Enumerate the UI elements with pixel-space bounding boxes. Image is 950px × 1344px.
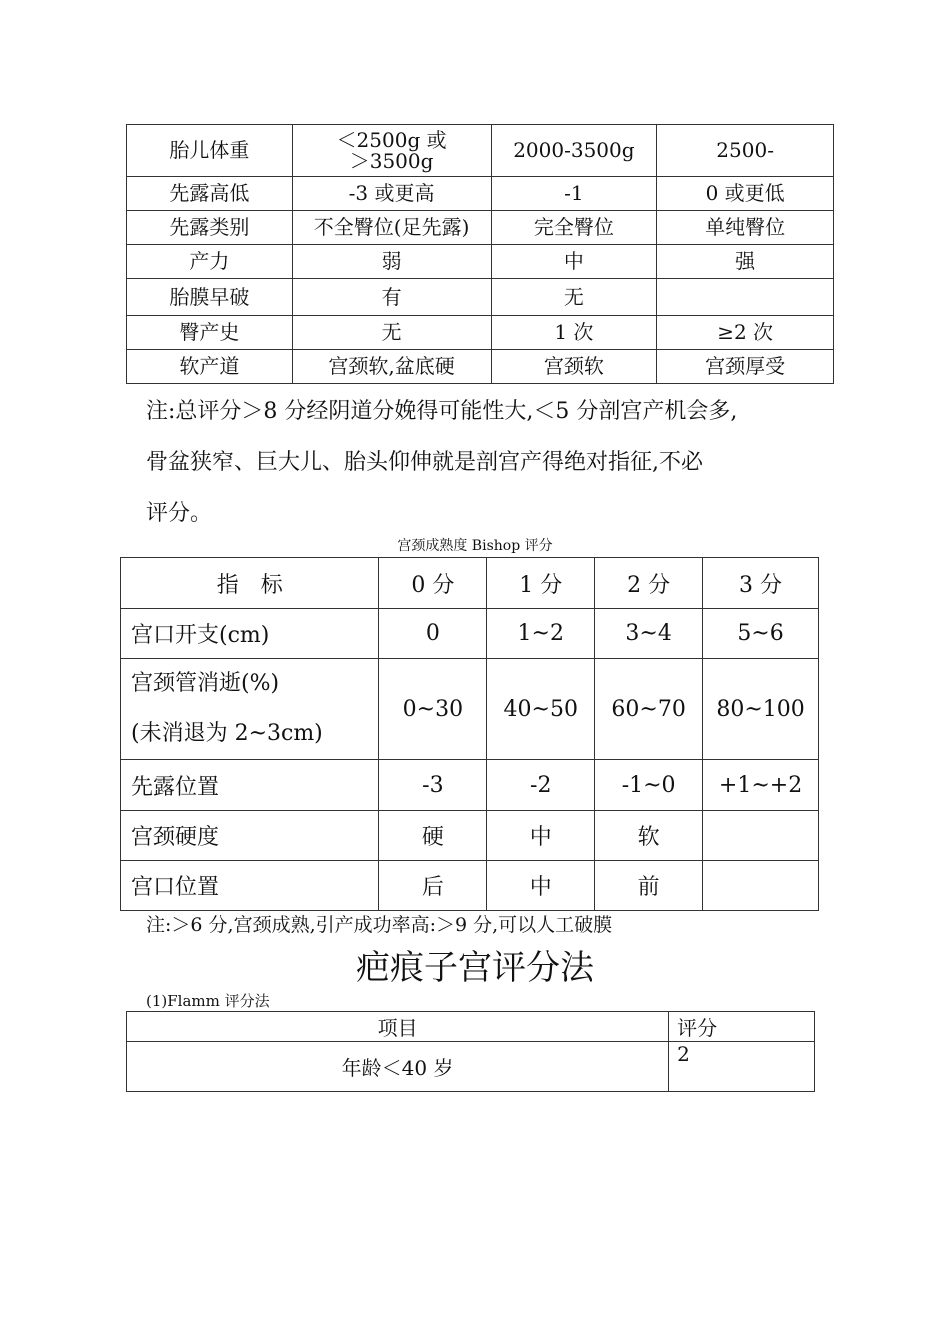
breech-score-table — [126, 124, 834, 384]
column-header: 指 标 — [121, 558, 379, 609]
column-header: 3 分 — [703, 558, 819, 609]
row-label: 宫口开支(cm) — [121, 609, 379, 659]
row-label: 宫口位置 — [121, 861, 379, 911]
table-cell: -1 — [491, 177, 657, 211]
table-cell: 中 — [487, 811, 595, 861]
table-cell: 无 — [292, 316, 491, 350]
table-cell: 2500- — [657, 125, 834, 177]
table-cell: -2 — [487, 760, 595, 811]
row-label-subline: (未消退为 2~3cm) — [131, 721, 323, 746]
table-cell: 强 — [657, 245, 834, 279]
row-label-line: 宫颈管消逝(%) — [131, 671, 280, 696]
table-cell: ＜2500g 或＞3500g — [292, 125, 491, 177]
table-row — [121, 811, 819, 861]
bishop-score-table — [120, 557, 819, 911]
table-cell: 80~100 — [703, 659, 819, 760]
table-cell: 2 — [669, 1042, 815, 1092]
row-label: 宫颈硬度 — [121, 811, 379, 861]
bishop-note: 注:＞6 分,宫颈成熟,引产成功率高:＞9 分,可以人工破膜 — [146, 914, 613, 936]
breech-score-note — [146, 386, 836, 539]
table-row — [127, 211, 834, 245]
column-header: 项目 — [127, 1012, 669, 1042]
table-cell: 3~4 — [595, 609, 703, 659]
table-row — [121, 861, 819, 911]
table-row — [127, 177, 834, 211]
table-cell: 单纯臀位 — [657, 211, 834, 245]
table-cell: 软产道 — [127, 350, 293, 384]
table-cell: 0 — [379, 609, 487, 659]
table-cell: 后 — [379, 861, 487, 911]
table-cell: 1 次 — [491, 316, 657, 350]
table-cell: 硬 — [379, 811, 487, 861]
note-line: 注:总评分＞8 分经阴道分娩得可能性大,＜5 分剖宫产机会多, — [146, 399, 738, 424]
table-cell: -1~0 — [595, 760, 703, 811]
table-cell: 中 — [491, 245, 657, 279]
table-cell: ≥2 次 — [657, 316, 834, 350]
table-cell: 有 — [292, 279, 491, 316]
table-cell: 0 或更低 — [657, 177, 834, 211]
table-cell: 不全臀位(足先露) — [292, 211, 491, 245]
note-line: 骨盆狭窄、巨大儿、胎头仰伸就是剖宫产得绝对指征,不必 — [146, 450, 703, 475]
table-cell: 弱 — [292, 245, 491, 279]
table-cell: 1~2 — [487, 609, 595, 659]
flamm-caption: (1)Flamm 评分法 — [146, 992, 270, 1010]
table-cell: 胎膜早破 — [127, 279, 293, 316]
table-row — [127, 350, 834, 384]
table-cell: 无 — [491, 279, 657, 316]
table-row — [127, 279, 834, 316]
table-cell: 臀产史 — [127, 316, 293, 350]
column-header: 0 分 — [379, 558, 487, 609]
table-cell: 先露类别 — [127, 211, 293, 245]
table-header-row — [127, 1012, 815, 1042]
table-row — [127, 125, 834, 177]
table-cell: 60~70 — [595, 659, 703, 760]
table-cell: 软 — [595, 811, 703, 861]
table-cell: 先露高低 — [127, 177, 293, 211]
table-row — [121, 760, 819, 811]
table-cell: 中 — [487, 861, 595, 911]
table-cell: 完全臀位 — [491, 211, 657, 245]
section-heading: 疤痕子宫评分法 — [356, 948, 594, 988]
table-row — [127, 245, 834, 279]
column-header: 评分 — [669, 1012, 815, 1042]
table-row — [127, 316, 834, 350]
table-row — [121, 609, 819, 659]
table-row — [127, 1042, 815, 1092]
table-cell: 产力 — [127, 245, 293, 279]
row-label — [121, 659, 379, 760]
column-header: 2 分 — [595, 558, 703, 609]
column-header: 1 分 — [487, 558, 595, 609]
flamm-score-table — [126, 1011, 815, 1092]
table-cell — [703, 861, 819, 911]
row-label: 先露位置 — [121, 760, 379, 811]
table-cell: 40~50 — [487, 659, 595, 760]
table-cell: +1~+2 — [703, 760, 819, 811]
table-header-row — [121, 558, 819, 609]
table-cell: 宫颈软,盆底硬 — [292, 350, 491, 384]
table-cell: 0~30 — [379, 659, 487, 760]
table-cell: 前 — [595, 861, 703, 911]
table-cell: 宫颈厚受 — [657, 350, 834, 384]
table-row — [121, 659, 819, 760]
table-cell: 年龄＜40 岁 — [127, 1042, 669, 1092]
table-cell: -3 或更高 — [292, 177, 491, 211]
table-cell: -3 — [379, 760, 487, 811]
table-cell — [657, 279, 834, 316]
table-cell: 胎儿体重 — [127, 125, 293, 177]
table-cell: 5~6 — [703, 609, 819, 659]
table-cell: 2000-3500g — [491, 125, 657, 177]
bishop-caption: 宫颈成熟度 Bishop 评分 — [397, 538, 553, 554]
note-line: 评分。 — [146, 501, 213, 526]
table-cell — [703, 811, 819, 861]
table-cell: 宫颈软 — [491, 350, 657, 384]
